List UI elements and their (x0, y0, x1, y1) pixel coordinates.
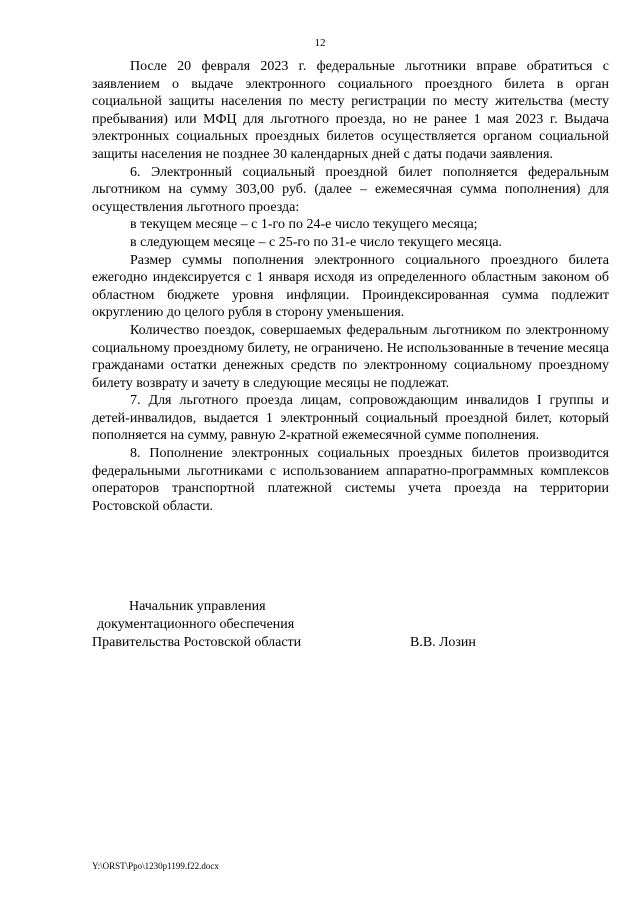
signer-title-line-1: Начальник управления (129, 599, 266, 614)
paragraph-next-month: в следующем месяце – с 25-го по 31-е число текущего месяца. (130, 234, 503, 250)
signer-name: В.В. Лозин (410, 635, 476, 650)
paragraph-trip-count: Количество поездок, совершаемых федеральным льготником по электронному социальному проездному билету, не ограничено. Не использованные в течение месяца гражданами остатки денежных средств по электронному социальному проездному билету возврату и зачету в следующие месяцы не подлежат. (92, 322, 609, 391)
page-number: 12 (314, 37, 326, 49)
paragraph-item-8: 8. Пополнение электронных социальных проездных билетов производится федеральными льготниками с использованием аппаратно-программных комплексов операторов транспортной платежной системы учета проезда на территории Ростовской области. (92, 446, 609, 514)
signer-title-line-3-row (92, 634, 609, 652)
paragraph-item-6: 6. Электронный социальный проездной билет пополняется федеральным льготником на сумму 303,00 руб. (далее – ежемесячная сумма пополнения) для осуществления льготного проезда: (92, 164, 609, 215)
paragraph-application-deadline: После 20 февраля 2023 г. федеральные льготники вправе обратиться с заявлением о выдаче электронного социального проездного билета в орган социальной защиты населения по месту регистрации по месту жительства (месту пребывания) или МФЦ для льготного проезда, но не ранее 1 мая 2023 г. Выдача электронных социальных проездных билетов осуществляется органом социальной защиты населения не позднее 30 календарных дней с даты подачи заявления. (92, 59, 609, 162)
paragraph-item-7: 7. Для льготного проезда лицам, сопровождающим инвалидов I группы и детей-инвалидов, выдается 1 электронный социальный проездной билет, который пополняется на сумму, равную 2-кратной ежемесячной сумме пополнения. (92, 393, 609, 444)
signature-block (92, 598, 609, 652)
paragraph-indexation: Размер суммы пополнения электронного социального проездного билета ежегодно индексируется с 1 января исходя из определенного областным законом об областном бюджете уровня инфляции. Проиндексированная сумма подлежит округлению до целого рубля в сторону уменьшения. (92, 252, 609, 321)
signer-title-line-3: Правительства Ростовской области (92, 635, 302, 650)
paragraph-current-month: в текущем месяце – с 1-го по 24-е число текущего месяца; (130, 217, 478, 233)
signer-title-line-2: документационного обеспечения (97, 617, 295, 632)
document-body (92, 58, 609, 515)
footer-file-path: Y:\ORST\Ppo\1230p1199.f22.docx (92, 861, 219, 871)
